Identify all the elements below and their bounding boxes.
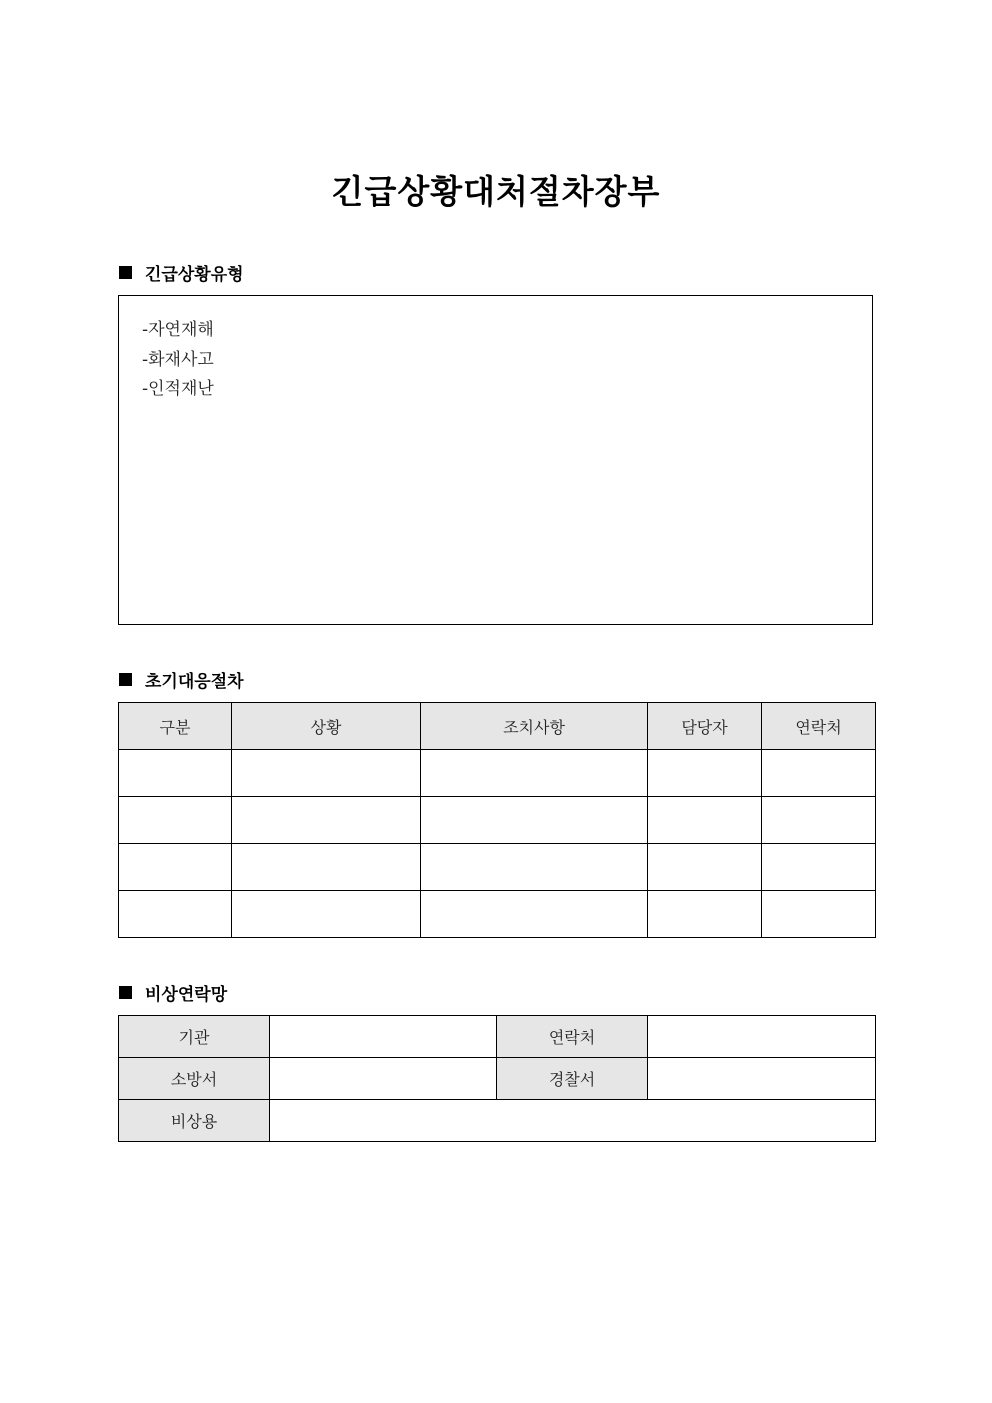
- cell-action[interactable]: [421, 844, 648, 891]
- table-row: [119, 1100, 876, 1142]
- cell-person[interactable]: [648, 844, 762, 891]
- table-header-row: [119, 703, 876, 750]
- table-row: [119, 1058, 876, 1100]
- square-bullet-icon: [119, 266, 132, 279]
- type-item: -자연재해: [142, 320, 214, 340]
- section-heading-types: [119, 260, 244, 285]
- field-fire-station[interactable]: [270, 1058, 497, 1100]
- cell-situation[interactable]: [232, 797, 421, 844]
- table-row: [119, 891, 876, 938]
- cell-person[interactable]: [648, 891, 762, 938]
- cell-situation[interactable]: [232, 750, 421, 797]
- column-header-contact: 연락처: [762, 703, 876, 750]
- cell-contact[interactable]: [762, 844, 876, 891]
- cell-action[interactable]: [421, 797, 648, 844]
- section-heading-label: 긴급상황유형: [145, 265, 244, 285]
- table-row: [119, 797, 876, 844]
- table-row: [119, 1016, 876, 1058]
- section-heading-label: 비상연락망: [145, 985, 228, 1005]
- table-row: [119, 844, 876, 891]
- label-fire-station: 소방서: [119, 1058, 270, 1100]
- cell-contact[interactable]: [762, 891, 876, 938]
- cell-contact[interactable]: [762, 797, 876, 844]
- column-header-action: 조치사항: [421, 703, 648, 750]
- label-agency: 기관: [119, 1016, 270, 1058]
- document-title: 긴급상황대처절차장부: [331, 172, 661, 211]
- field-contact[interactable]: [648, 1016, 876, 1058]
- initial-response-table: [118, 702, 876, 938]
- cell-category[interactable]: [119, 844, 232, 891]
- section-heading-label: 초기대응절차: [145, 672, 244, 692]
- column-header-person: 담당자: [648, 703, 762, 750]
- cell-situation[interactable]: [232, 844, 421, 891]
- type-item: -화재사고: [142, 350, 214, 370]
- cell-person[interactable]: [648, 750, 762, 797]
- label-emergency: 비상용: [119, 1100, 270, 1142]
- cell-action[interactable]: [421, 891, 648, 938]
- cell-situation[interactable]: [232, 891, 421, 938]
- cell-action[interactable]: [421, 750, 648, 797]
- label-contact: 연락처: [497, 1016, 648, 1058]
- field-police-station[interactable]: [648, 1058, 876, 1100]
- section-heading-emergency-contacts: [119, 980, 227, 1005]
- column-header-category: 구분: [119, 703, 232, 750]
- cell-category[interactable]: [119, 797, 232, 844]
- field-emergency[interactable]: [270, 1100, 876, 1142]
- column-header-situation: 상황: [232, 703, 421, 750]
- cell-category[interactable]: [119, 750, 232, 797]
- square-bullet-icon: [119, 986, 132, 999]
- cell-contact[interactable]: [762, 750, 876, 797]
- type-item: -인적재난: [142, 379, 214, 399]
- section-heading-initial-response: [119, 667, 244, 692]
- field-agency[interactable]: [270, 1016, 497, 1058]
- emergency-contacts-table: [118, 1015, 876, 1142]
- label-police-station: 경찰서: [497, 1058, 648, 1100]
- table-row: [119, 750, 876, 797]
- emergency-types-box: [118, 295, 873, 625]
- cell-category[interactable]: [119, 891, 232, 938]
- cell-person[interactable]: [648, 797, 762, 844]
- square-bullet-icon: [119, 673, 132, 686]
